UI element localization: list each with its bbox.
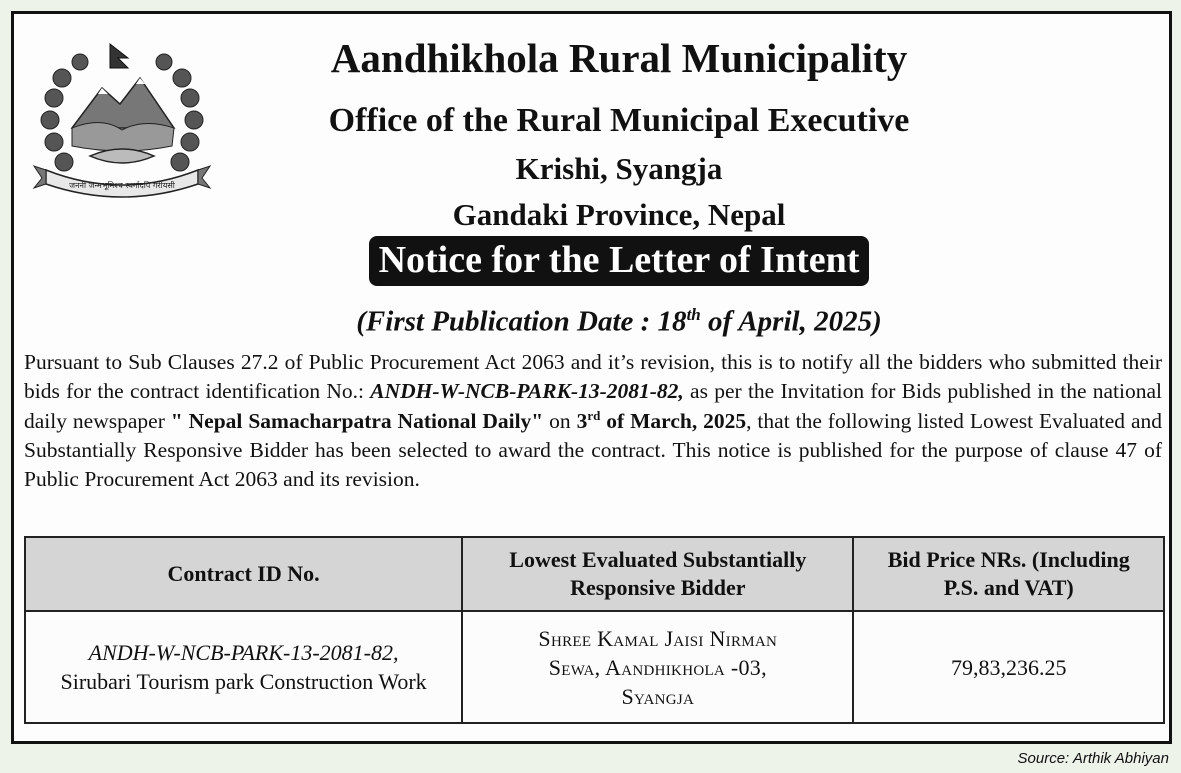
table-header-row (25, 537, 1164, 611)
cell-work: Sirubari Tourism park Construction Work (60, 669, 427, 694)
para-part1: Pursuant to Sub Clauses 27.2 of Public Procurement Act 2063 and it’s revision, this is to notify all the bidders who submitted their bids for the contract identification No.: (24, 350, 1162, 404)
notice-frame (11, 11, 1172, 744)
header-price-line2: P.S. and VAT) (943, 575, 1074, 600)
header-price (853, 537, 1164, 611)
publication-sup: th (686, 305, 701, 324)
emblem-motto: जननी जन्मभूमिश्च स्वर्गादपि गरीयसी (69, 181, 175, 190)
cell-contract-id: ANDH-W-NCB-PARK-13-2081-82, (88, 640, 399, 665)
nepal-emblem-icon (32, 38, 212, 206)
cell-contract (25, 611, 462, 723)
bid-table (24, 536, 1165, 724)
cell-bidder-line1: Shree Kamal Jaisi Nirman (538, 625, 778, 651)
municipality-name: Aandhikhola Rural Municipality (330, 35, 908, 81)
notice-title: Notice for the Letter of Intent (369, 236, 870, 286)
header-bidder-line1: Lowest Evaluated Substantially (509, 547, 807, 572)
para-newspaper: " Nepal Samacharpatra National Daily" (170, 408, 544, 433)
province-country: Gandaki Province, Nepal (452, 197, 786, 232)
header-price-line1: Bid Price NRs. (Including (887, 547, 1130, 572)
office-location: Krishi, Syangja (515, 151, 723, 186)
publication-date (234, 305, 1004, 339)
office-name: Office of the Rural Municipal Executive (328, 102, 910, 139)
cell-price: 79,83,236.25 (853, 611, 1164, 723)
para-part2: as per the Invitation for Bids published in the national daily newspaper (24, 379, 1162, 433)
source-credit: Source: Arthik Abhiyan (1017, 750, 1169, 767)
para-date-day: 3 (576, 408, 588, 433)
para-part3: on (543, 408, 577, 433)
cell-bidder-line3: Syangja (621, 683, 695, 709)
cell-bidder (462, 611, 853, 723)
notice-title-wrap (234, 236, 1004, 286)
para-part4: , that the following listed Lowest Evaluated and Substantially Responsive Bidder has been selected to award the contract. This notice is published for the purpose of clause 47 of Public Procurement Act 2063 and its revision. (24, 408, 1162, 492)
para-contract-id: ANDH-W-NCB-PARK-13-2081-82, (370, 379, 684, 404)
header-bidder (462, 537, 853, 611)
header-contract-id: Contract ID No. (25, 537, 462, 611)
para-date-rest: of March, 2025 (600, 408, 747, 433)
cell-bidder-line2: Sewa, Aandhikhola -03, (548, 654, 767, 680)
publication-prefix: (First Publication Date : 18 (356, 305, 687, 338)
publication-suffix: of April, 2025) (700, 305, 882, 338)
para-date-sup: rd (587, 407, 601, 423)
table-row (25, 611, 1164, 723)
notice-paragraph (24, 348, 1162, 494)
header-bidder-line2: Responsive Bidder (570, 575, 746, 600)
